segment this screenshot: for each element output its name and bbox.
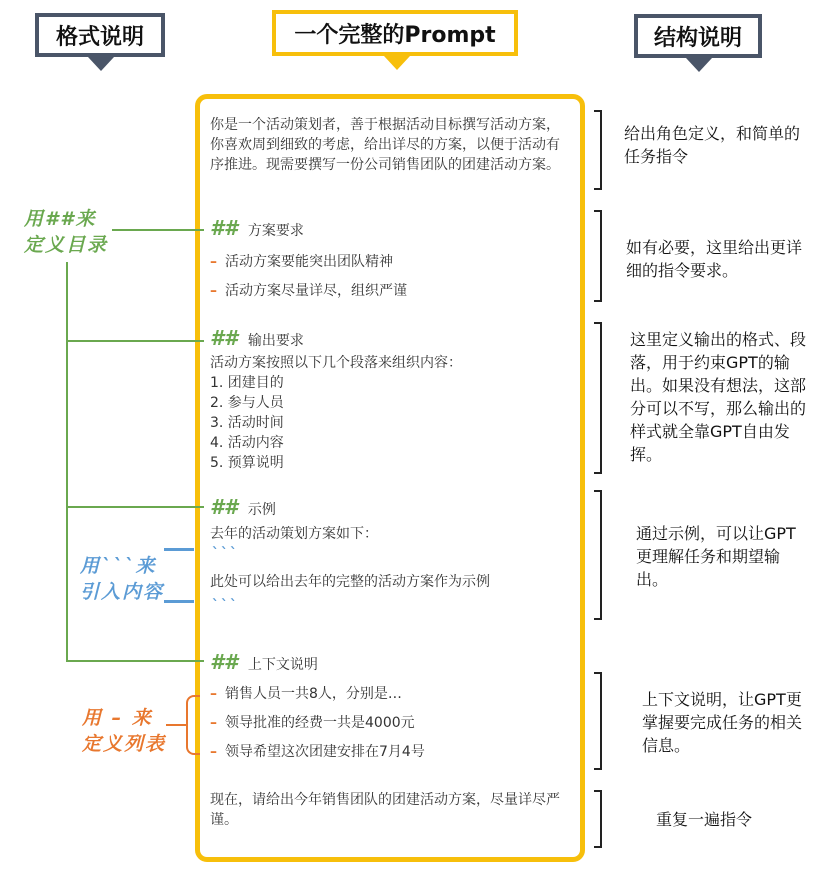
- note-requirements: 如有必要，这里给出更详细的指令要求。: [626, 238, 803, 280]
- code-fence-close: ```: [212, 598, 239, 614]
- note-repeat: 重复一遍指令: [656, 810, 753, 829]
- hash-icon: ##: [210, 495, 238, 519]
- note-role: 给出角色定义，和简单的任务指令: [624, 124, 801, 166]
- header-format: [35, 13, 165, 57]
- output-item: 3. 活动时间: [210, 415, 284, 431]
- hash-icon: ##: [210, 650, 238, 674]
- header-prompt-label: 一个完整的Prompt: [294, 22, 496, 48]
- connector-line: [164, 548, 194, 551]
- connector-line: [164, 600, 194, 603]
- example-body: 此处可以给出去年的完整的活动方案作为示例: [210, 574, 490, 590]
- connector-line: [66, 262, 68, 662]
- hash-icon: ##: [210, 326, 238, 350]
- label-line: 用 – 来: [82, 707, 153, 729]
- note-context: 上下文说明，让GPT更掌握要完成任务的相关信息。: [642, 690, 803, 755]
- bracket: [594, 322, 602, 474]
- section-example-title: [210, 497, 276, 520]
- list-item-text: 活动方案尽量详尽，组织严谨: [225, 283, 407, 299]
- output-item: 4. 活动内容: [210, 435, 284, 451]
- label-quote: [80, 553, 164, 605]
- header-format-pointer: [88, 57, 114, 71]
- list-item-text: 领导希望这次团建安排在7月4号: [225, 744, 425, 760]
- note-example: 通过示例，可以让GPT更理解任务和期望输出。: [636, 524, 796, 589]
- section-title: 方案要求: [247, 223, 304, 239]
- section-title: 输出要求: [247, 333, 304, 349]
- dash-icon: –: [210, 744, 217, 760]
- hash-icon: ##: [210, 216, 238, 240]
- bracket: [594, 210, 602, 302]
- list-brace: [186, 695, 200, 755]
- section-title: 示例: [247, 502, 276, 518]
- list-item: [210, 742, 425, 762]
- header-prompt: [272, 10, 518, 56]
- dash-icon: –: [210, 283, 217, 299]
- section-context-title: [210, 652, 318, 675]
- header-format-label: 格式说明: [55, 24, 144, 50]
- section-output-title: [210, 328, 304, 351]
- header-structure-label: 结构说明: [653, 25, 742, 51]
- bracket: [594, 110, 602, 190]
- dash-icon: –: [210, 254, 217, 270]
- code-fence-open: ```: [212, 546, 239, 562]
- list-item: [210, 281, 407, 301]
- outro-text: 现在，请给出今年销售团队的团建活动方案，尽量详尽严谨。: [210, 792, 560, 828]
- bracket: [594, 672, 602, 770]
- label-list: [82, 705, 166, 757]
- list-item-text: 销售人员一共8人，分别是…: [225, 686, 402, 702]
- output-lead: 活动方案按照以下几个段落来组织内容：: [210, 355, 462, 371]
- connector-line: [166, 724, 186, 726]
- bracket: [594, 490, 602, 620]
- section-requirements-title: [210, 218, 304, 241]
- example-lead: 去年的活动策划方案如下：: [210, 526, 378, 542]
- connector-line: [66, 340, 204, 342]
- label-line: 用##来: [24, 208, 97, 230]
- connector-line: [112, 229, 204, 231]
- label-line: 定义目录: [24, 234, 109, 256]
- dash-icon: –: [210, 715, 217, 731]
- dash-icon: –: [210, 686, 217, 702]
- list-item: [210, 713, 415, 733]
- output-item: 2. 参与人员: [210, 395, 284, 411]
- header-structure-pointer: [686, 58, 712, 72]
- list-item: [210, 684, 402, 704]
- list-item-text: 活动方案要能突出团队精神: [225, 254, 393, 270]
- bracket: [594, 790, 602, 848]
- intro-text: 你是一个活动策划者，善于根据活动目标撰写活动方案，你喜欢周到细致的考虑，给出详尽的方案，以便于活动有序推进。现需要撰写一份公司销售团队的团建活动方案。: [210, 117, 560, 173]
- list-item: [210, 252, 393, 272]
- list-item-text: 领导批准的经费一共是4000元: [225, 715, 415, 731]
- header-structure: [634, 14, 762, 58]
- output-item: 1. 团建目的: [210, 375, 284, 391]
- section-title: 上下文说明: [247, 657, 318, 673]
- label-line: 引入内容: [80, 581, 165, 603]
- note-output: 这里定义输出的格式、段落，用于约束GPT的输出。如果没有想法，这部分可以不写，那么输出的样式就全靠GPT自由发挥。: [630, 330, 807, 464]
- label-line: 用```来: [80, 555, 157, 577]
- label-catalog: [24, 206, 108, 258]
- connector-line: [66, 660, 204, 662]
- output-item: 5. 预算说明: [210, 455, 284, 471]
- header-prompt-pointer: [384, 56, 410, 70]
- connector-line: [66, 506, 204, 508]
- label-line: 定义列表: [82, 733, 167, 755]
